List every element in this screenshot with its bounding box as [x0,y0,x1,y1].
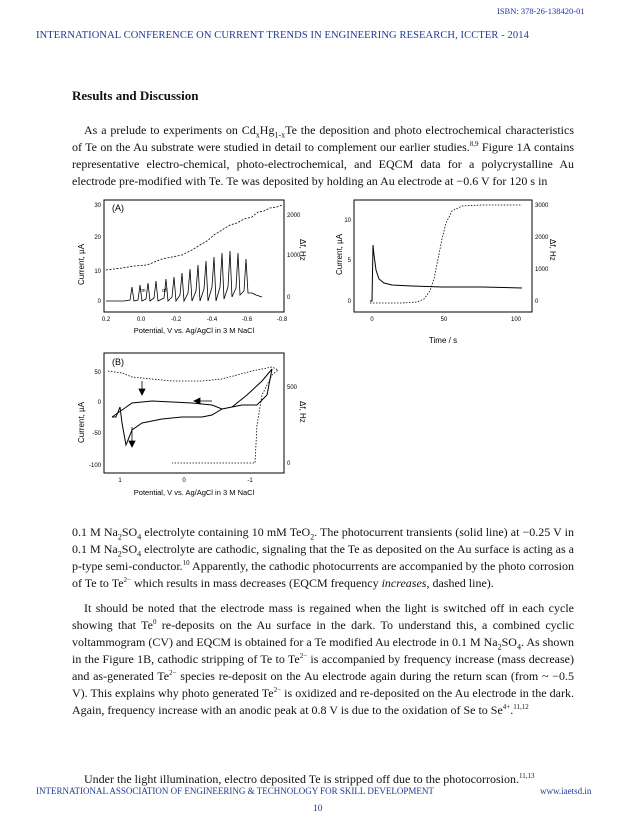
svg-text:10: 10 [344,218,351,224]
svg-text:0: 0 [182,478,186,484]
panel-transient-rticks [535,203,549,305]
svg-text:0: 0 [347,299,351,305]
svg-text:5: 5 [347,258,351,264]
svg-text:2000: 2000 [535,235,549,241]
panel-b-rlabel: Δf, Hz [298,401,307,423]
svg-text:0.2: 0.2 [101,317,111,323]
svg-text:-0.8: -0.8 [276,317,288,323]
svg-text:0: 0 [97,299,101,305]
panel-a-xticks [102,317,288,323]
panel-transient-yticks [344,218,351,305]
svg-text:-50: -50 [92,431,101,437]
panel-a-rlabel: Δf, Hz [298,239,307,261]
svg-text:0: 0 [287,295,291,301]
footer-website-link[interactable]: www.iaetsd.in [540,786,592,796]
panel-transient-ylabel: Current, µA [335,233,344,275]
panel-b-xticks [118,478,253,484]
isbn-header: ISBN: 378-26-138420-01 [497,6,585,16]
svg-text:500: 500 [287,385,298,391]
paragraph-4: Under the light illumination, electro deposited Te is stripped off due to the photocorrosion.$^{11,13}$ [84,772,535,786]
paragraph-3: It should be noted that the electrode mass is regained when the light is switched off in each cycle showing that Te$^0$ re-deposits on the Au surface in the dark. To understand this, a combined cyclic voltammogram (CV) and EQCM is obtained for a Te modified Au electrode in 0.1 M $Na_2SO_4$. As shown in the Figure 1B, cathodic stripping of Te to $Te^{2-}$ is accompanied by frequency increase (mass decrease) and as-generated $Te^{2-}$ species re-deposit on the Au electrode again during the return scan (from ~ −0.5 V). This explains why photo generated $Te^{2-}$ is oxidized and re-deposited on the Au electrode in the dark. Again, frequency increase with an anodic peak at 0.8 V is due to the oxidation of Se to $Se^{4+}.^{11,12}$ [72,601,575,717]
svg-text:0.0: 0.0 [136,317,146,323]
page-number: 10 [313,804,323,814]
panel-a-rticks [287,213,301,301]
svg-text:0: 0 [287,461,291,467]
on-label: on [140,288,146,294]
svg-text:-0.2: -0.2 [170,317,182,323]
panel-b-yticks [89,370,102,469]
svg-text:1000: 1000 [287,253,301,259]
svg-text:100: 100 [510,317,522,323]
svg-text:-0.6: -0.6 [241,317,253,323]
panel-transient-rlabel: Δf, Hz [548,239,557,261]
svg-text:20: 20 [94,235,101,241]
figure-1 [72,195,576,510]
paragraph-2: 0.1 M $Na_2SO_4$ electrolyte containing 10 mM TeO$_2$. The photocurrent transients (solid line) at −0.25 V in 0.1 M $Na_2SO_4$ electrolyte are cathodic, signaling that the Te as deposited on the Au surface is acting as a p-type semi-conductor.$^{10}$ Apparently, the cathodic photocurrents are accompanied by the photo corrosion of Te to $Te^{2-}$ which results in mass decreases (EQCM frequency increases, dashed line). [72,525,575,590]
panel-b-rticks [287,385,298,467]
svg-text:0: 0 [97,400,101,406]
section-title: Results and Discussion [72,88,199,103]
svg-text:2000: 2000 [287,213,301,219]
svg-text:0: 0 [370,317,374,323]
svg-text:0: 0 [535,299,539,305]
panel-transient-xlabel: Time / s [428,336,458,345]
footer-association: INTERNATIONAL ASSOCIATION OF ENGINEERING & TECHNOLOGY FOR SKILL DEVELOPMENT [36,786,434,796]
panel-a-label: (A) [112,203,124,213]
svg-text:3000: 3000 [535,203,549,209]
svg-text:10: 10 [94,269,101,275]
svg-text:-1: -1 [247,478,253,484]
panel-a [77,200,307,335]
off-label: off [162,288,168,294]
svg-text:30: 30 [94,203,101,209]
svg-text:-0.4: -0.4 [206,317,218,323]
panel-b-ylabel: Current, µA [77,401,86,443]
panel-b-label: (B) [112,357,124,367]
svg-text:50: 50 [440,317,448,323]
svg-text:1000: 1000 [535,267,549,273]
panel-b [77,353,307,497]
panel-transient [335,200,557,345]
svg-text:1: 1 [118,478,122,484]
panel-transient-xticks [370,317,521,323]
paragraph-1: As a prelude to experiments on $Cd_xHg_{1-x}Te$ the deposition and photo electrochemical characteristics of Te on the Au substrate were studied in detail to complement our earlier studies.$^{8,9}$ Figure 1A contains representative electro-chemical, photo-electrochemical, and EQCM data for a polycrystalline Au electrode pre-modified with Te. Te was deposited by holding an Au electrode at −0.6 V for 120 s in [72,123,574,188]
svg-text:50: 50 [94,370,101,376]
svg-text:-100: -100 [88,463,101,469]
panel-a-yticks [94,203,101,305]
conference-header: INTERNATIONAL CONFERENCE ON CURRENT TRENDS IN ENGINEERING RESEARCH, ICCTER - 2014 [36,30,529,41]
panel-a-ylabel: Current, µA [77,243,86,285]
panel-b-xlabel: Potential, V vs. Ag/AgCl in 3 M NaCl [133,488,255,497]
panel-a-xlabel: Potential, V vs. Ag/AgCl in 3 M NaCl [133,326,255,335]
